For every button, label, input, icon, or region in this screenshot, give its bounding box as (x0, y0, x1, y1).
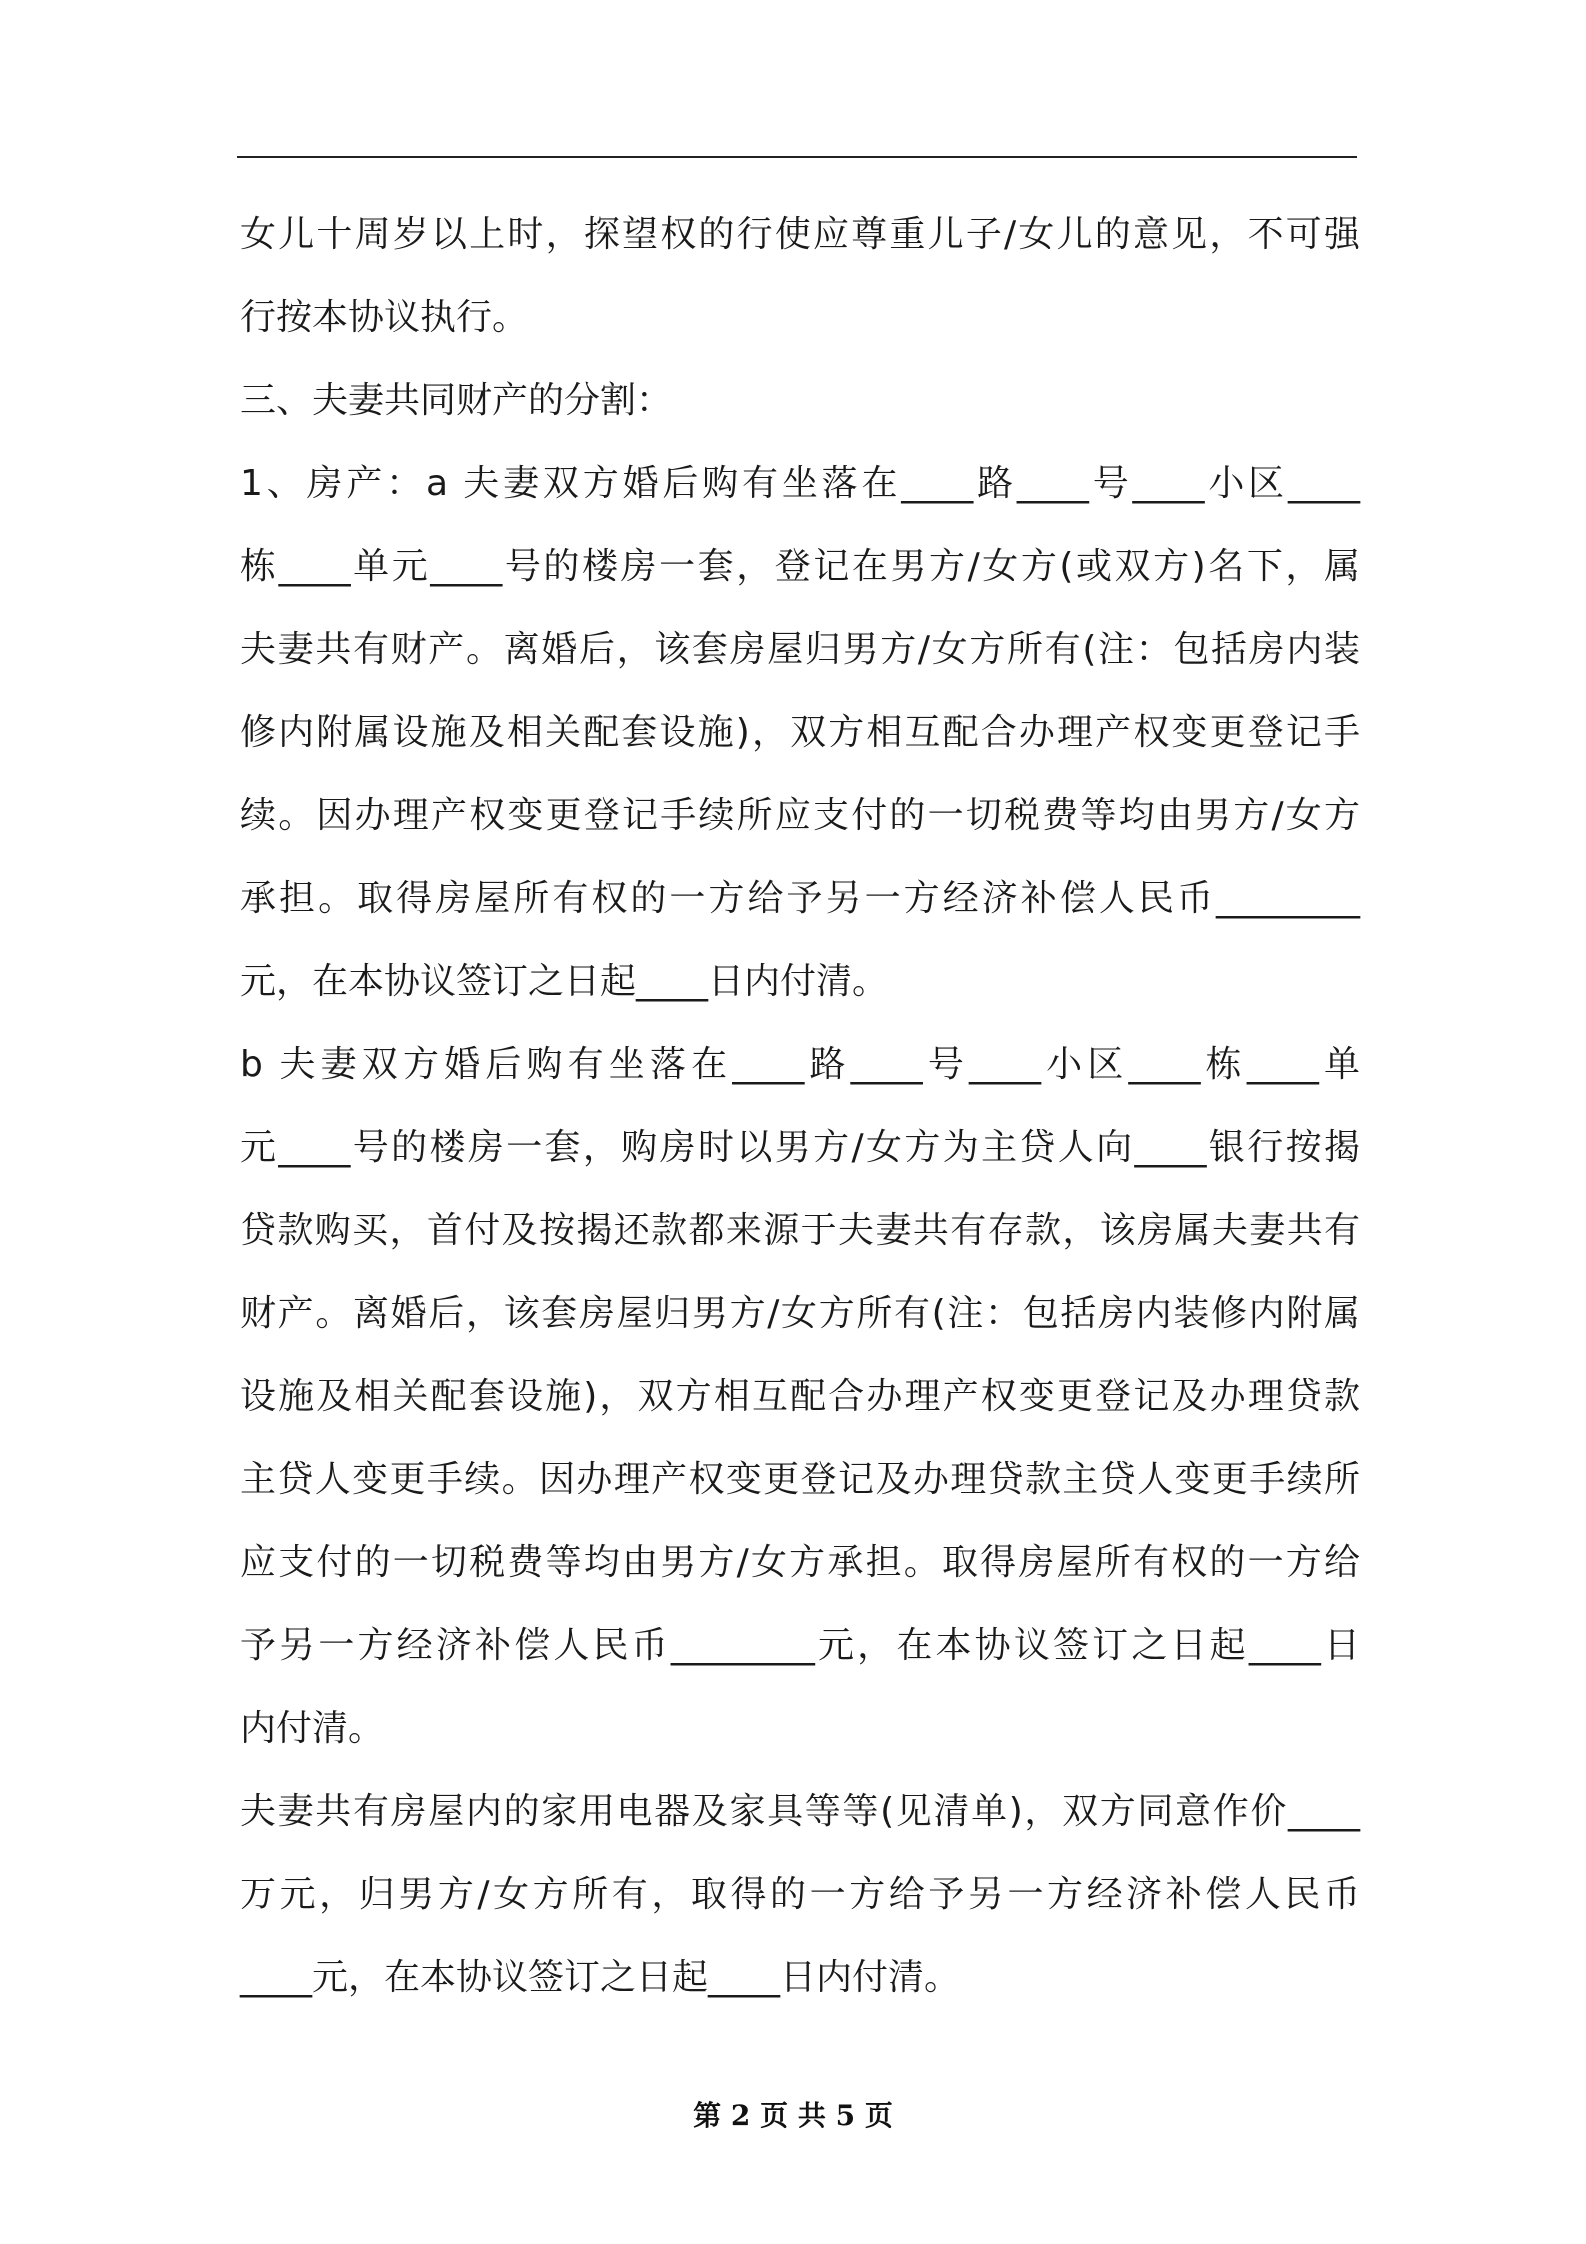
text-line: 承担。取得房屋所有权的一方给予另一方经济补偿人民币________ (240, 878, 1360, 919)
text-line: 修内附属设施及相关配套设施)，双方相互配合办理产权变更登记手 (240, 712, 1360, 753)
text-line: 元____号的楼房一套，购房时以男方/女方为主贷人向____银行按揭 (240, 1127, 1360, 1168)
text-line: 财产。离婚后，该套房屋归男方/女方所有(注：包括房内装修内附属 (240, 1293, 1360, 1334)
header-rule (237, 156, 1357, 158)
section-heading: 三、夫妻共同财产的分割： (240, 380, 673, 421)
text-line: 予另一方经济补偿人民币________元，在本协议签订之日起____日 (240, 1625, 1360, 1666)
text-line: 主贷人变更手续。因办理产权变更登记及办理贷款主贷人变更手续所 (240, 1459, 1360, 1500)
text-line: 万元，归男方/女方所有，取得的一方给予另一方经济补偿人民币 (240, 1874, 1360, 1915)
text-line: 行按本协议执行。 (240, 297, 529, 338)
text-line: 栋____单元____号的楼房一套，登记在男方/女方(或双方)名下，属 (240, 546, 1360, 587)
text-line: 应支付的一切税费等均由男方/女方承担。取得房屋所有权的一方给 (240, 1542, 1360, 1583)
text-line: 女儿十周岁以上时，探望权的行使应尊重儿子/女儿的意见，不可强 (240, 214, 1360, 255)
text-line: ____元，在本协议签订之日起____日内付清。 (240, 1957, 961, 1998)
text-line: 夫妻共有房屋内的家用电器及家具等等(见清单)，双方同意作价____ (240, 1791, 1360, 1832)
text-line: 续。因办理产权变更登记手续所应支付的一切税费等均由男方/女方 (240, 795, 1360, 836)
text-line: 夫妻共有财产。离婚后，该套房屋归男方/女方所有(注：包括房内装 (240, 629, 1360, 670)
text-line: 1、房产：a 夫妻双方婚后购有坐落在____路____号____小区____ (240, 463, 1360, 504)
text-line: 元，在本协议签订之日起____日内付清。 (240, 961, 889, 1002)
document-body (240, 193, 1360, 2019)
page-number: 第 2 页 共 5 页 (693, 2099, 893, 2132)
text-line: b 夫妻双方婚后购有坐落在____路____号____小区____栋____单 (240, 1044, 1360, 1085)
text-line: 内付清。 (240, 1708, 385, 1749)
text-line: 设施及相关配套设施)，双方相互配合办理产权变更登记及办理贷款 (240, 1376, 1360, 1417)
text-line: 贷款购买，首付及按揭还款都来源于夫妻共有存款，该房属夫妻共有 (240, 1210, 1360, 1251)
